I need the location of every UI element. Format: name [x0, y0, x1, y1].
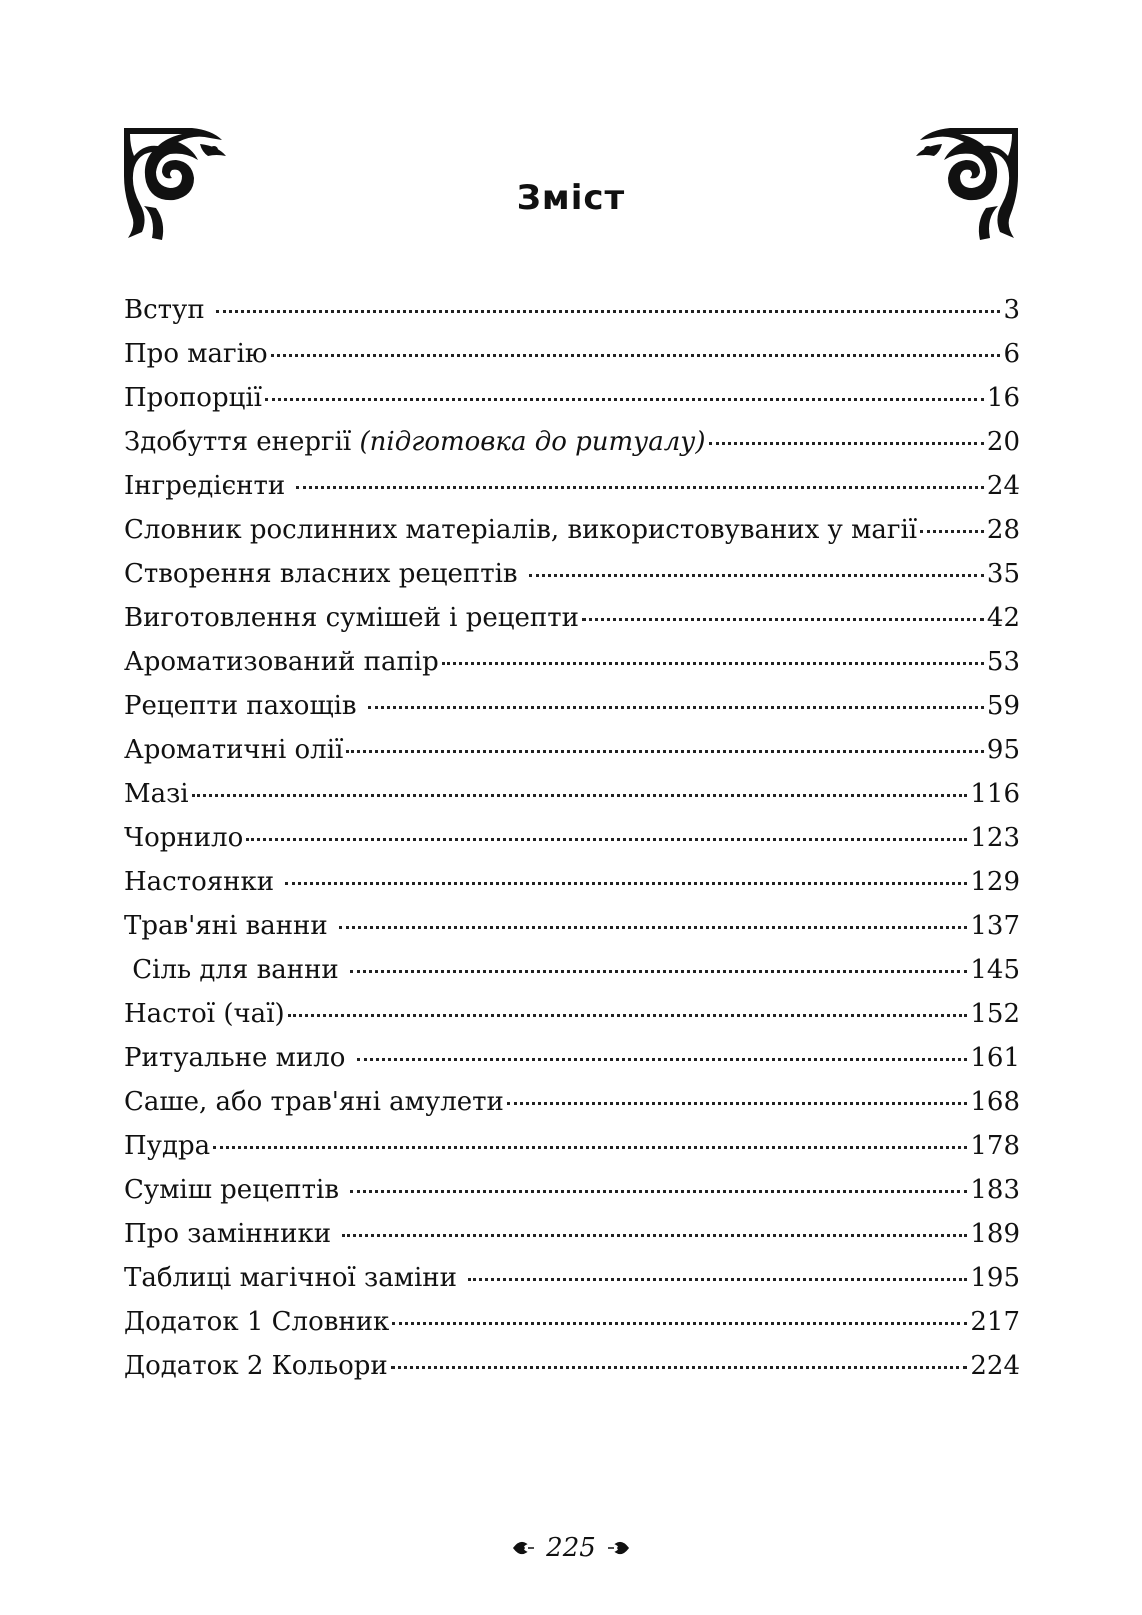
toc-entry-title-text: Ароматичні олії [124, 735, 344, 765]
toc-entry-title-text: Настої (чаї) [124, 999, 285, 1029]
toc-entry-page: 224 [970, 1351, 1020, 1381]
toc-entry-page: 152 [970, 999, 1020, 1029]
toc-entry-page: 195 [970, 1263, 1020, 1293]
dot-leader [285, 882, 967, 885]
toc-entry-page: 35 [986, 559, 1020, 589]
dot-leader [368, 706, 984, 709]
dot-leader [350, 1190, 967, 1193]
toc-entry-title [124, 867, 282, 897]
toc-entry[interactable] [124, 823, 1020, 867]
toc-entry[interactable] [124, 603, 1020, 647]
toc-entry-title [124, 647, 439, 677]
toc-entry-title-text: Додаток 2 Кольори [124, 1351, 388, 1381]
dot-leader [468, 1278, 967, 1281]
toc-entry-page: 20 [986, 427, 1020, 457]
toc-entry-title-text: Про замінники [124, 1219, 340, 1249]
toc-entry-page: 183 [970, 1175, 1020, 1205]
toc-entry-title-text: Рецепти пахощів [124, 691, 365, 721]
toc-entry-page: 189 [970, 1219, 1020, 1249]
toc-entry-title-text: Пропорції [124, 383, 262, 413]
toc-entry-title-text: Виготовлення сумішей і рецепти [124, 603, 579, 633]
table-of-contents [124, 295, 1020, 1395]
toc-entry-title [124, 1351, 388, 1381]
toc-entry[interactable] [124, 471, 1020, 515]
toc-entry-page: 168 [970, 1087, 1020, 1117]
toc-entry-page: 24 [986, 471, 1020, 501]
toc-entry[interactable] [124, 999, 1020, 1043]
toc-entry-title-text: Саше, або трав'яні амулети [124, 1087, 504, 1117]
toc-entry[interactable] [124, 1131, 1020, 1175]
toc-entry-title-text: Сіль для ванни [124, 955, 347, 985]
toc-entry-title-text: Створення власних рецептів [124, 559, 526, 589]
dot-leader [192, 794, 968, 797]
toc-entry-page: 28 [986, 515, 1020, 545]
toc-entry-page: 3 [1003, 295, 1020, 325]
dot-leader [350, 970, 967, 973]
dot-leader [288, 1014, 968, 1017]
toc-entry[interactable] [124, 295, 1020, 339]
toc-entry-title-text: Таблиці магічної заміни [124, 1263, 466, 1293]
toc-entry-title-text: Здобуття енергії [124, 427, 360, 457]
toc-entry-page: 217 [970, 1307, 1020, 1337]
toc-entry[interactable] [124, 911, 1020, 955]
toc-entry[interactable] [124, 1043, 1020, 1087]
toc-entry-title-text: Суміш рецептів [124, 1175, 348, 1205]
toc-entry[interactable] [124, 559, 1020, 603]
dot-leader [296, 486, 983, 489]
toc-entry[interactable] [124, 427, 1020, 471]
toc-entry-page: 16 [986, 383, 1020, 413]
toc-entry-page: 59 [986, 691, 1020, 721]
toc-entry-title-text: Словник рослинних матеріалів, використовуваних у магії [124, 515, 918, 545]
dot-leader [246, 838, 967, 841]
toc-entry-title-text: Пудра [124, 1131, 211, 1161]
toc-entry-title-text: Вступ [124, 295, 213, 325]
toc-entry[interactable] [124, 515, 1020, 559]
dot-leader [529, 574, 984, 577]
toc-entry-title-text: Ритуальне мило [124, 1043, 354, 1073]
toc-entry[interactable] [124, 647, 1020, 691]
dot-leader [357, 1058, 968, 1061]
toc-entry-title-text: Мазі [124, 779, 189, 809]
dot-leader [213, 1146, 967, 1149]
toc-entry-title [124, 999, 285, 1029]
toc-entry[interactable] [124, 1087, 1020, 1131]
toc-entry-title [124, 1043, 354, 1073]
flourish-right-icon [606, 1536, 630, 1560]
dot-leader [342, 1234, 967, 1237]
toc-entry-title [124, 823, 243, 853]
toc-entry[interactable] [124, 779, 1020, 823]
dot-leader [391, 1366, 968, 1369]
toc-entry-page: 95 [986, 735, 1020, 765]
toc-entry[interactable] [124, 955, 1020, 999]
dot-leader [442, 662, 984, 665]
toc-entry-title [124, 339, 268, 369]
toc-entry[interactable] [124, 383, 1020, 427]
toc-entry-page: 178 [970, 1131, 1020, 1161]
dot-leader [709, 442, 984, 445]
toc-entry-page: 123 [970, 823, 1020, 853]
toc-entry[interactable] [124, 867, 1020, 911]
toc-entry-title-text: Трав'яні ванни [124, 911, 336, 941]
toc-entry-title [124, 691, 365, 721]
toc-entry-title [124, 471, 293, 501]
toc-entry-title-text: Додаток 1 Словник [124, 1307, 390, 1337]
toc-entry-title-text: Настоянки [124, 867, 283, 897]
dot-leader [582, 618, 984, 621]
dot-leader [346, 750, 984, 753]
page-number: 225 [546, 1533, 596, 1563]
toc-entry-title-italic: (підготовка до ритуалу) [359, 427, 706, 457]
toc-entry-title [124, 383, 262, 413]
toc-entry-page: 145 [970, 955, 1020, 985]
dot-leader [392, 1322, 967, 1325]
toc-entry-title-text: Про магію [124, 339, 268, 369]
toc-entry-title-text: Ароматизований папір [124, 647, 439, 677]
toc-entry-page: 42 [986, 603, 1020, 633]
flourish-left-icon [512, 1536, 536, 1560]
toc-entry-title [124, 603, 579, 633]
toc-entry-title [124, 1131, 210, 1161]
toc-entry-page: 53 [986, 647, 1020, 677]
toc-entry-title [124, 1307, 389, 1337]
toc-entry-page: 116 [970, 779, 1020, 809]
toc-entry[interactable] [124, 1263, 1020, 1307]
toc-entry-title [124, 559, 526, 589]
toc-entry-title [124, 427, 706, 457]
toc-entry-title [124, 955, 347, 985]
toc-entry-title [124, 1219, 339, 1249]
toc-entry-title [124, 515, 917, 545]
toc-entry[interactable] [124, 1307, 1020, 1351]
dot-leader [920, 530, 984, 533]
toc-entry-page: 129 [970, 867, 1020, 897]
page-title: Зміст [516, 178, 626, 218]
toc-entry-page: 137 [970, 911, 1020, 941]
page-footer [0, 1533, 1142, 1563]
toc-entry[interactable] [124, 1219, 1020, 1263]
toc-entry[interactable] [124, 735, 1020, 779]
dot-leader [265, 398, 984, 401]
dot-leader [271, 354, 1001, 357]
toc-entry-page: 161 [970, 1043, 1020, 1073]
toc-entry-title [124, 1087, 504, 1117]
toc-entry-title [124, 779, 189, 809]
toc-entry-title-text: Інгредієнти [124, 471, 294, 501]
toc-entry-title [124, 295, 213, 325]
dot-leader [507, 1102, 968, 1105]
toc-entry-title-text: Чорнило [124, 823, 244, 853]
toc-entry-page: 6 [1003, 339, 1020, 369]
toc-entry-title [124, 735, 343, 765]
toc-entry[interactable] [124, 691, 1020, 735]
toc-entry[interactable] [124, 1175, 1020, 1219]
toc-entry-title [124, 911, 336, 941]
toc-entry-title [124, 1175, 347, 1205]
dot-leader [339, 926, 967, 929]
toc-entry[interactable] [124, 1351, 1020, 1395]
dot-leader [216, 310, 1001, 313]
toc-entry-title [124, 1263, 465, 1293]
toc-entry[interactable] [124, 339, 1020, 383]
